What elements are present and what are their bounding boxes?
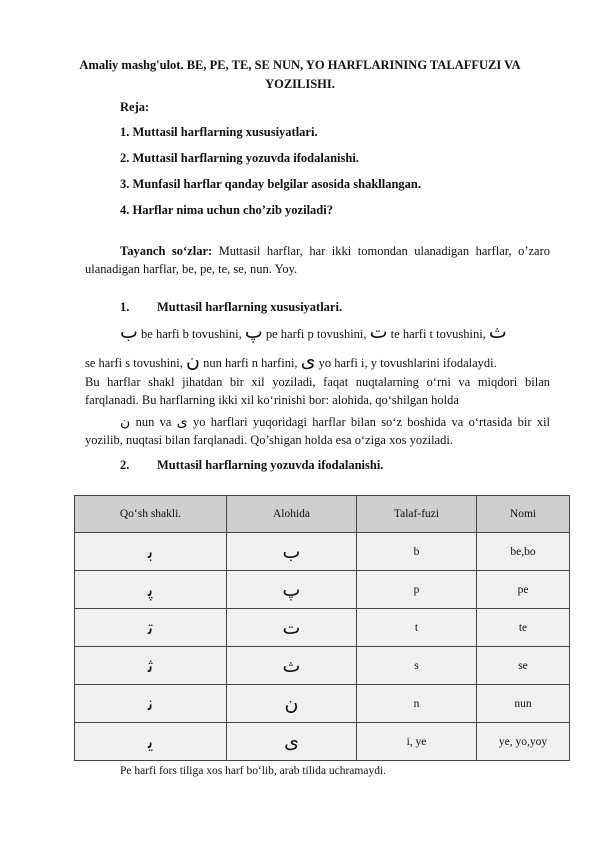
name-cell: te — [477, 609, 570, 647]
plan-item-2: 2. Muttasil harflarning yozuvda ifodalanishi. — [120, 151, 359, 165]
section1-number: 1. — [120, 300, 130, 314]
table-row — [75, 647, 570, 685]
table-row — [75, 609, 570, 647]
section1-paragraph-3 — [85, 413, 550, 449]
pronunciation-cell: n — [357, 685, 477, 723]
plan-item-3: 3. Munfasil harflar qanday belgilar asosida shakllangan. — [120, 177, 422, 191]
joined-form-cell: ﭘ — [75, 571, 227, 609]
para3-rest: yo harflari yuqoridagi harflar bilan so‘z boshida va o‘rtasida bir xil yozilib, nuqtasi bilan farqlanadi. Qo’shigan holda esa o‘ziga xos yoziladi. — [85, 415, 550, 447]
plan-heading: Reja: — [120, 100, 150, 114]
joined-form-cell: ﺛ — [75, 647, 227, 685]
header-pronunciation: Talaf-fuzi — [357, 496, 477, 533]
letter-nun-text: nun harfi n harfini, — [200, 356, 301, 370]
pronunciation-cell: b — [357, 533, 477, 571]
table-header-row — [75, 496, 570, 533]
nun-inline-glyph: ن — [120, 414, 131, 430]
section1-paragraph-2: Bu harflar shakl jihatdan bir xil yoziladi, faqat nuqtalarning o‘rni va miqdori bilan farqlanadi. Bu harflarning ikki xil ko‘rinishi bor: alohida, qo‘shilgan holda — [85, 375, 550, 407]
letter-te-glyph: ت — [369, 321, 388, 343]
plan-item-4: 4. Harflar nima uchun cho’zib yoziladi? — [120, 203, 333, 217]
letter-se-glyph: ث — [488, 321, 507, 343]
joined-form-cell: ﻳ — [75, 723, 227, 761]
header-joined-form: Qo‘sh shakli. — [75, 496, 227, 533]
letter-yo-text: yo harfi i, y tovushlarini ifodalaydi. — [315, 356, 497, 370]
table-row — [75, 571, 570, 609]
joined-form-cell: ﻧ — [75, 685, 227, 723]
page-title: Amaliy mashg'ulot. BE, PE, TE, SE NUN, YO HARFLARINING TALAFFUZI VA YOZILISHI. — [79, 58, 521, 91]
section2-number: 2. — [120, 458, 130, 472]
letter-be-text: be harfi b tovushini, — [137, 327, 245, 341]
isolated-cell: ن — [227, 685, 357, 723]
header-isolated: Alohida — [227, 496, 357, 533]
pronunciation-cell: p — [357, 571, 477, 609]
yo-inline-glyph: ى — [176, 414, 188, 430]
letter-se-text: se harfi s tovushini, — [85, 356, 187, 370]
name-cell: nun — [477, 685, 570, 723]
letter-te-text: te harfi t tovushini, — [387, 327, 489, 341]
header-name: Nomi — [477, 496, 570, 533]
letter-be-glyph: ب — [120, 321, 138, 343]
joined-form-cell: ﺑ — [75, 533, 227, 571]
pronunciation-cell: t — [357, 609, 477, 647]
plan-item-1: 1. Muttasil harflarning xususiyatlari. — [120, 125, 318, 139]
keywords-label: Tayanch so‘zlar: — [120, 244, 213, 258]
name-cell: be,bo — [477, 533, 570, 571]
name-cell: ye, yo,yoy — [477, 723, 570, 761]
pronunciation-cell: s — [357, 647, 477, 685]
section1-line2 — [85, 350, 550, 374]
joined-form-cell: ﺗ — [75, 609, 227, 647]
pronunciation-cell: i, ye — [357, 723, 477, 761]
letter-pe-text: pe harfi p tovushini, — [262, 327, 370, 341]
name-cell: pe — [477, 571, 570, 609]
footer-note: Pe harfi fors tiliga xos harf bo‘lib, arab tilida uchramaydi. — [120, 765, 387, 777]
table-row — [75, 723, 570, 761]
isolated-cell: پ — [227, 571, 357, 609]
name-cell: se — [477, 647, 570, 685]
section2-heading: Muttasil harflarning yozuvda ifodalanishi. — [157, 458, 384, 472]
letter-pe-glyph: پ — [244, 321, 263, 343]
letter-yo-glyph: ى — [300, 350, 316, 372]
keywords-text: Muttasil harflar, har ikki tomondan ulanadigan harflar, o’zaro ulanadigan harflar, be, pe, te, se, nun. Yoy. — [85, 244, 550, 276]
table-row — [75, 685, 570, 723]
table-row — [75, 533, 570, 571]
isolated-cell: ى — [227, 723, 357, 761]
para3-mid: nun va — [130, 415, 177, 429]
isolated-cell: ب — [227, 533, 357, 571]
isolated-cell: ث — [227, 647, 357, 685]
letters-table — [74, 495, 570, 761]
section1-heading: Muttasil harflarning xususiyatlari. — [157, 300, 343, 314]
keywords-paragraph — [85, 242, 550, 278]
isolated-cell: ت — [227, 609, 357, 647]
section1-line1 — [120, 321, 507, 345]
letter-nun-glyph: ن — [186, 350, 200, 372]
